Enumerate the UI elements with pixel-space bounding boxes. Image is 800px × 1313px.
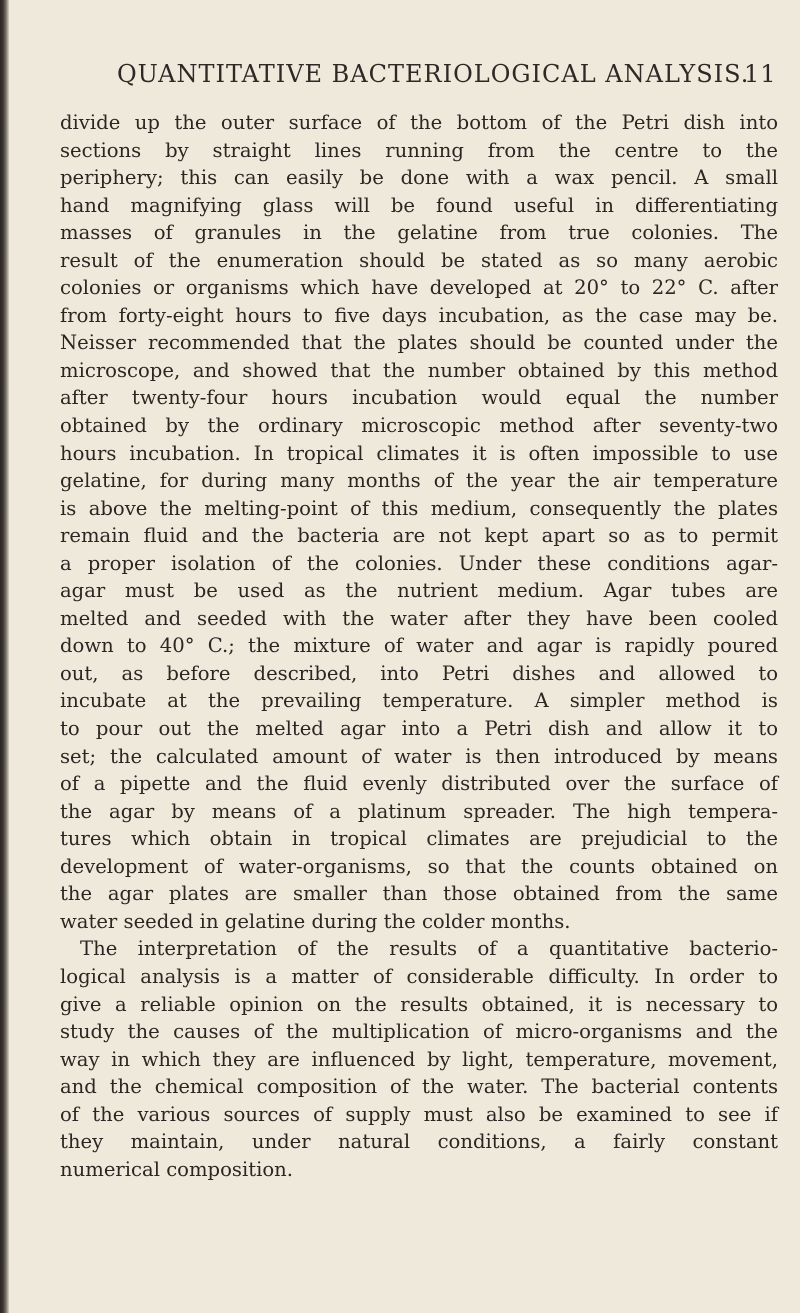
text-line: the agar by means of a platinum spreader. The high tempera- [60,799,778,823]
text-line: water seeded in gelatine during the colder months. [60,909,571,933]
text-line: to pour out the melted agar into a Petri dish and allow it to [60,717,778,741]
text-line: of the various sources of supply must also be examined to see if [60,1102,778,1126]
body-text [60,109,778,1183]
text-line: tures which obtain in tropical climates are prejudicial to the [60,827,778,851]
text-line: Neisser recommended that the plates should be counted under the [60,331,778,355]
text-line: incubate at the prevailing temperature. A simpler method is [60,689,778,713]
text-line: after twenty-four hours incubation would equal the number [60,386,778,410]
text-line: from forty-eight hours to five days incubation, as the case may be. [60,303,778,327]
text-line: sections by straight lines running from the centre to the [60,138,778,162]
text-line: out, as before described, into Petri dishes and allowed to [60,661,778,685]
text-line: agar must be used as the nutrient medium. Agar tubes are [60,579,778,603]
text-line: result of the enumeration should be stated as so many aerobic [60,248,778,272]
text-line: logical analysis is a matter of considerable difficulty. In order to [60,964,778,988]
running-head [117,60,777,88]
text-line: down to 40° C.; the mixture of water and agar is rapidly poured [60,634,778,658]
text-line: hours incubation. In tropical climates it is often impossible to use [60,441,778,465]
text-line: gelatine, for during many months of the year the air temperature [60,469,778,493]
page-number: 11 [744,60,777,88]
text-line: masses of granules in the gelatine from true colonies. The [60,221,778,245]
text-line: the agar plates are smaller than those obtained from the same [60,882,778,906]
text-line: and the chemical composition of the water. The bacterial contents [60,1075,778,1099]
text-line: set; the calculated amount of water is then introduced by means [60,744,778,768]
text-line: hand magnifying glass will be found useful in differentiating [60,193,778,217]
text-line: obtained by the ordinary microscopic method after seventy-two [60,414,778,438]
text-line: The interpretation of the results of a quantitative bacterio- [80,937,778,961]
text-line: give a reliable opinion on the results obtained, it is necessary to [60,992,778,1016]
text-line: is above the melting-point of this medium, consequently the plates [60,496,778,520]
running-head-title: QUANTITATIVE BACTERIOLOGICAL ANALYSIS. [117,60,750,88]
text-line: remain fluid and the bacteria are not kept apart so as to permit [60,524,778,548]
text-line: periphery; this can easily be done with a wax pencil. A small [60,166,778,190]
text-line: a proper isolation of the colonies. Under these conditions agar- [60,551,778,575]
text-line: microscope, and showed that the number obtained by this method [60,358,778,382]
text-line: of a pipette and the fluid evenly distributed over the surface of [60,772,778,796]
text-line: development of water-organisms, so that the counts obtained on [60,854,778,878]
text-line: way in which they are influenced by light, temperature, movement, [60,1047,778,1071]
text-line: colonies or organisms which have developed at 20° to 22° C. after [60,276,778,300]
text-line: study the causes of the multiplication of micro-organisms and the [60,1020,778,1044]
text-line: numerical composition. [60,1157,293,1181]
book-binding-edge [0,0,9,1313]
text-line: divide up the outer surface of the bottom of the Petri dish into [60,111,778,134]
text-line: they maintain, under natural conditions, a fairly constant [60,1130,778,1154]
text-line: melted and seeded with the water after they have been cooled [60,606,778,630]
